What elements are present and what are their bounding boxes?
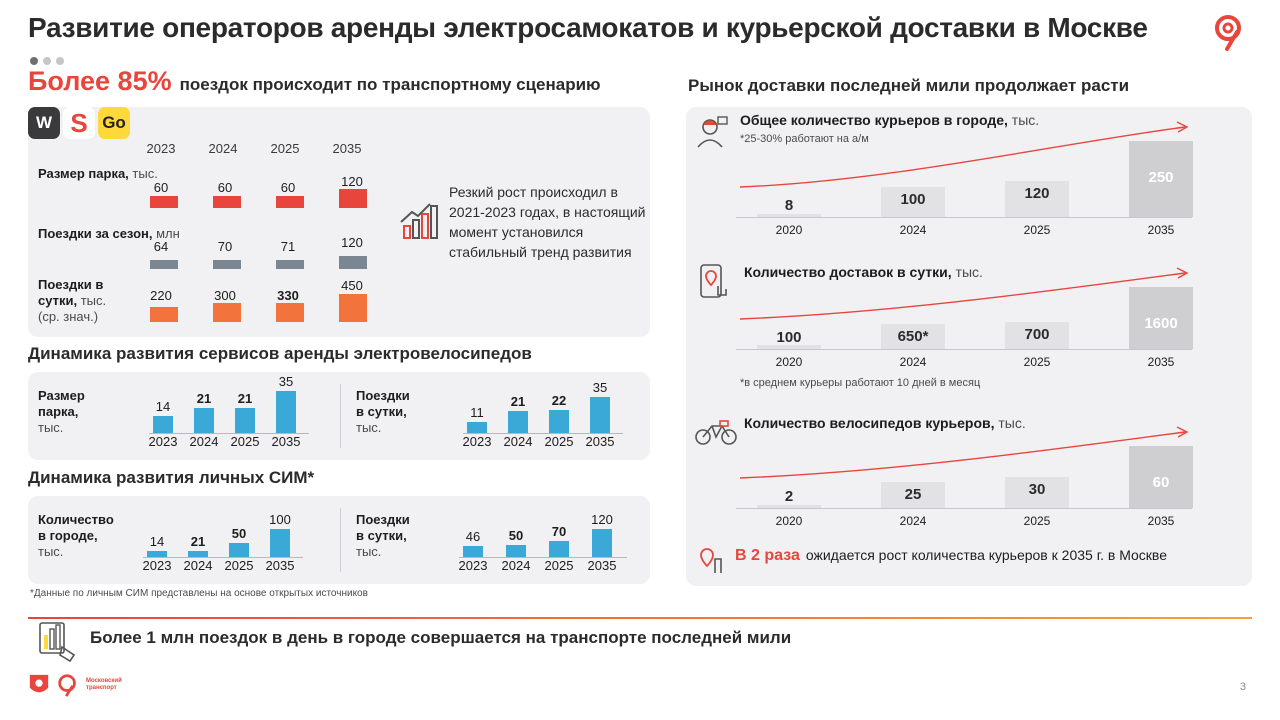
daily-bar xyxy=(276,303,304,322)
sim-footnote: *Данные по личным СИМ представлены на основе открытых источников xyxy=(30,588,368,599)
chart-bar xyxy=(467,422,487,433)
pagination-dots[interactable] xyxy=(30,57,64,65)
season-bar xyxy=(150,260,178,269)
chart-bar xyxy=(592,529,612,557)
chart-bar xyxy=(270,529,290,557)
bar-value-label: 8 xyxy=(784,197,794,214)
chart-bar xyxy=(506,545,526,557)
row-label-daily: Поездки в сутки, тыс. (ср. знач.) xyxy=(38,277,107,324)
fleet-bar xyxy=(339,189,367,208)
bar-value-label: 100 xyxy=(900,190,926,208)
right-section-title: Рынок доставки последней мили продолжает расти xyxy=(688,76,1130,95)
cell-value: 70 xyxy=(217,239,233,254)
year-label: 2023 xyxy=(458,558,488,573)
chart-bar xyxy=(549,410,569,433)
year-label: 2023 xyxy=(462,434,492,449)
cell-value: 300 xyxy=(214,288,236,303)
bar-value-label: 100 xyxy=(776,329,802,346)
scooter-years xyxy=(130,141,378,156)
phone-location-icon xyxy=(696,262,732,302)
cell-value: 120 xyxy=(341,174,363,189)
chart-bar xyxy=(757,214,821,217)
year-label: 2020 xyxy=(775,514,803,528)
headline-percent: Более 85% xyxy=(28,66,172,96)
bar-value-label: 22 xyxy=(551,393,567,409)
bar-value-label: 650* xyxy=(897,327,929,345)
bar-value-label: 50 xyxy=(508,528,524,544)
year-label: 2035 xyxy=(585,434,615,449)
bar-value-label: 21 xyxy=(510,394,526,410)
chart-axis xyxy=(736,349,1192,350)
headline xyxy=(28,66,601,97)
year-label: 2023 xyxy=(148,434,178,449)
year-label: 2024 xyxy=(899,514,927,528)
year-label: 2024 xyxy=(899,223,927,237)
fleet-bar xyxy=(213,196,241,208)
bikes-trips-label: Поездки в сутки, тыс. xyxy=(356,388,410,435)
cell-value: 330 xyxy=(277,288,299,303)
year-label: 2024 xyxy=(503,434,533,449)
growth-note: Резкий рост происходил в 2021-2023 годах, в настоящий момент установился стабильный тренд развития xyxy=(449,184,646,260)
urent-logo-icon: S xyxy=(63,107,95,139)
year-label: 2025 xyxy=(230,434,260,449)
chart-bar xyxy=(229,543,249,557)
cell-value: 60 xyxy=(280,180,296,195)
bar-value-label: 11 xyxy=(470,404,484,420)
fleet-bar xyxy=(276,196,304,208)
sim-count-label: Количество в городе, тыс. xyxy=(38,512,114,559)
growth-accent: В 2 раза xyxy=(735,547,800,564)
daily-bar xyxy=(339,294,367,322)
year-label: 2024 xyxy=(183,558,213,573)
year-label: 2035 xyxy=(587,558,617,573)
bar-value-label: 25 xyxy=(904,486,922,504)
year-label: 2025 xyxy=(224,558,254,573)
divider xyxy=(340,384,341,448)
bar-value-label: 60 xyxy=(1152,474,1170,491)
year-label: 2023 xyxy=(142,558,172,573)
bar-value-label: 2 xyxy=(784,488,794,505)
year-label: 2035 xyxy=(265,558,295,573)
year-label: 2020 xyxy=(775,355,803,369)
year-label: 2025 xyxy=(1023,514,1051,528)
cell-value: 220 xyxy=(150,288,172,303)
bar-value-label: 250 xyxy=(1148,169,1174,186)
deliveries-title: Количество доставок в сутки, тыс. xyxy=(744,264,983,280)
chart-bar xyxy=(276,391,296,433)
page-dot[interactable] xyxy=(30,57,38,65)
bar-value-label: 30 xyxy=(1028,481,1046,498)
metro-logo-icon xyxy=(1210,12,1250,52)
year-label: 2025 xyxy=(1023,223,1051,237)
chart-bar xyxy=(153,416,173,433)
summary-text: Более 1 млн поездок в день в городе совершается на транспорте последней мили xyxy=(90,628,792,647)
year-label: 2035 xyxy=(1147,514,1175,528)
chart-bar xyxy=(194,408,214,433)
year-label: 2024 xyxy=(501,558,531,573)
growth-chart-icon xyxy=(398,200,440,242)
growth-pin-icon xyxy=(697,545,727,575)
year-label: 2035 xyxy=(332,141,362,156)
year-label: 2035 xyxy=(271,434,301,449)
org-name: Московский транспорт xyxy=(86,678,122,691)
chart-axis xyxy=(736,217,1192,218)
season-bar xyxy=(339,256,367,269)
cell-value: 120 xyxy=(341,235,363,250)
page-title: Развитие операторов аренды электросамокатов и курьерской доставки в Москве xyxy=(28,12,1148,43)
transport-card-icon xyxy=(34,617,82,663)
chart-bar xyxy=(188,551,208,557)
cell-value: 71 xyxy=(280,239,296,254)
page-number: 3 xyxy=(1239,681,1246,693)
bikes-fleet-label: Размер парка, тыс. xyxy=(38,388,85,435)
cell-value: 450 xyxy=(341,278,363,293)
chart-bar xyxy=(463,546,483,557)
cell-value: 64 xyxy=(153,239,169,254)
moscow-coat-of-arms-icon xyxy=(28,673,50,697)
year-label: 2023 xyxy=(146,141,176,156)
bar-value-label: 1600 xyxy=(1144,315,1178,332)
bar-value-label: 700 xyxy=(1024,325,1050,343)
headline-text: поездок происходит по транспортному сценарию xyxy=(179,75,601,94)
row-label-season: Поездки за сезон, млн xyxy=(38,226,180,241)
year-label: 2025 xyxy=(544,558,574,573)
chart-bar xyxy=(590,397,610,433)
bar-value-label: 21 xyxy=(196,390,212,406)
yandex-go-logo-icon: Go xyxy=(98,107,130,139)
chart-axis xyxy=(736,508,1192,509)
bicycles-title: Количество велосипедов курьеров, тыс. xyxy=(744,415,1026,431)
season-bar xyxy=(213,260,241,269)
bikes-section-title: Динамика развития сервисов аренды электровелосипедов xyxy=(28,344,532,363)
bar-value-label: 100 xyxy=(269,512,291,527)
couriers-subnote: *25-30% работают на а/м xyxy=(740,133,869,145)
whoosh-logo-icon: W xyxy=(28,107,60,139)
bar-value-label: 46 xyxy=(465,529,481,545)
bar-value-label: 21 xyxy=(190,534,206,549)
season-bar xyxy=(276,260,304,269)
sim-section-title: Динамика развития личных СИМ* xyxy=(28,468,315,487)
cell-value: 60 xyxy=(217,180,233,195)
page-dot[interactable] xyxy=(56,57,64,65)
chart-bar xyxy=(549,541,569,557)
chart-bar xyxy=(757,505,821,508)
footer-logo xyxy=(28,673,136,697)
page-dot[interactable] xyxy=(43,57,51,65)
year-label: 2024 xyxy=(189,434,219,449)
growth-text: ожидается рост количества курьеров к 2035 г. в Москве xyxy=(805,547,1167,563)
year-label: 2025 xyxy=(270,141,300,156)
couriers-growth-statement xyxy=(735,547,1167,565)
year-label: 2020 xyxy=(775,223,803,237)
couriers-title: Общее количество курьеров в городе, тыс. xyxy=(740,112,1040,128)
daily-bar xyxy=(213,303,241,322)
sim-trips-label: Поездки в сутки, тыс. xyxy=(356,512,410,559)
daily-bar xyxy=(150,307,178,322)
metro-logo-icon xyxy=(56,673,80,697)
bar-value-label: 35 xyxy=(278,374,294,389)
fleet-bar xyxy=(150,196,178,208)
cell-value: 60 xyxy=(153,180,169,195)
year-label: 2025 xyxy=(544,434,574,449)
divider xyxy=(340,508,341,572)
chart-bar xyxy=(235,408,255,433)
brand-logos xyxy=(28,107,130,139)
row-label-fleet: Размер парка, тыс. xyxy=(38,166,158,181)
bar-value-label: 14 xyxy=(155,399,171,415)
bar-value-label: 120 xyxy=(591,512,613,527)
year-label: 2035 xyxy=(1147,223,1175,237)
bar-value-label: 70 xyxy=(551,523,567,539)
courier-icon xyxy=(694,113,730,149)
year-label: 2024 xyxy=(899,355,927,369)
year-label: 2024 xyxy=(208,141,238,156)
bar-value-label: 120 xyxy=(1024,184,1050,202)
chart-bar xyxy=(147,551,167,557)
bar-value-label: 35 xyxy=(592,380,608,395)
deliveries-subnote: *в среднем курьеры работают 10 дней в месяц xyxy=(740,377,981,389)
year-label: 2025 xyxy=(1023,355,1051,369)
bar-value-label: 50 xyxy=(231,526,247,541)
year-label: 2035 xyxy=(1147,355,1175,369)
chart-bar xyxy=(508,411,528,433)
summary-divider xyxy=(28,617,1252,619)
bar-value-label: 21 xyxy=(237,390,253,406)
bar-value-label: 14 xyxy=(149,534,165,549)
